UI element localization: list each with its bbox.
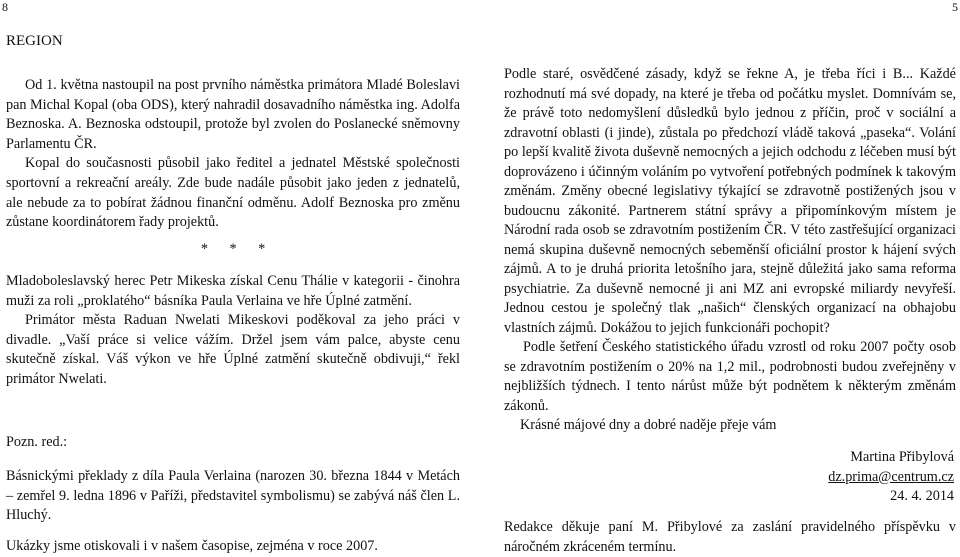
page-number-right: 5 — [952, 0, 958, 14]
editorial-paragraph: Podle staré, osvědčené zásady, když se řekne A, je třeba říci i B... Každé rozhodnutí má své dopady, na které je třeba od počátku myslet. Domnívám se, že právě toto nedomyšlení důsledků bylo jednou z příčin, proč v sociální a zdravotní oblasti (i jinde), zůstala po předchozí vládě taková „paseka“. Volání po lepší kvalitě života duševně nemocných a jejich odchodu z léčeben musí být doprovázeno i účinným voláním po vytvoření potřebných podmínek k takovým změnám. Změny obecné legislativy týkající se zdravotně postižených jsou v budoucnu zákonité. Partnerem státní správy a připomínkovým místem je Národní rada osob se zdravotním postižením ČR. V této zastřešující organizaci nemá skupina duševně nemocných sebeměnší oficiální prostor k hájení svých zájmů. A to je druhá priorita letošního jara, stejně důležitá jako sama reforma psychiatrie. Za duševně nemocné ji ani MZ ani evropské miliardy nevyřeší. Jednou cestou je společný tlak „našich“ členských organizací na obhajobu vlastních zájmů. Dokážou to jejich funkcionáři pochopit? — [504, 66, 956, 336]
signature-email-link[interactable]: dz.prima@centrum.cz — [828, 468, 954, 485]
thanks-note — [504, 518, 956, 557]
signature-block — [654, 448, 954, 507]
signature-name: Martina Přibylová — [850, 449, 954, 465]
section-separator: * * * — [200, 241, 266, 257]
editor-note — [6, 467, 460, 526]
region-articles — [6, 76, 460, 233]
article-kopal-paragraph: Od 1. května nastoupil na post prvního náměstka primátora Mladé Boleslavi pan Michal Kopal (oba ODS), který nahradil dosavadního náměstka ing. Adolfa Beznoska. A. Beznoska odstoupil, protože byl zvolen do Poslanecké sněmovny Parlamentu ČR. — [6, 77, 460, 152]
article-mikeska-paragraph-2: Primátor města Raduan Nwelati Mikeskovi poděkoval za jeho práci v divadle. „Vaší práce si velice vážím. Držel jsem vám palce, abyste cenu skutečně získal. Váš výkon ve hře Úplné zatmění skutečně obdivuji,“ řekl primátor Nwelati. — [6, 312, 460, 387]
signature-date: 24. 4. 2014 — [890, 488, 954, 505]
editor-note-paragraph-2: Ukázky jsme otiskovali i v našem časopise, zejména v roce 2007. — [6, 538, 378, 554]
article-mikeska-paragraph: Mladoboleslavský herec Petr Mikeska získal Cenu Thálie v kategorii - činohra muži za roli „proklatého“ básníka Paula Verlaina ve hře Úplné zatmění. — [6, 273, 460, 309]
editorial-text — [504, 65, 956, 416]
mikeska-article — [6, 272, 460, 390]
page-number-left: 8 — [2, 0, 8, 14]
statistics-paragraph: Podle šetření Českého statistického úřadu vzrostl od roku 2007 počty osob se zdravotním postižením o 20% na 1,2 mil., podrobnosti budou zveřejněny v nejbližších týdnech. I tento nárůst může být podnětem k některým změnám zákonů. — [504, 339, 956, 414]
greeting-line: Krásné májové dny a dobré naděje přeje vám — [520, 417, 777, 433]
editor-note-label: Pozn. red.: — [6, 434, 68, 450]
section-heading: REGION — [6, 33, 63, 49]
article-kopal-paragraph-2: Kopal do současnosti působil jako ředitel a jednatel Městské společnosti sportovní a rekreační areály. Zde bude nadále působit jako jeden z jednatelů, ale nebude za to pobírat žádnou finanční odměnu. Adolf Beznoska pro změnu zůstane koordinátorem řady projektů. — [6, 155, 460, 231]
editor-note-paragraph: Básnickými překlady z díla Paula Verlaina (narozen 30. března 1844 v Metách – zemřel 9. ledna 1896 v Paříži, představitel symbolismu) se zabývá náš člen L. Hluchý. — [6, 468, 460, 524]
thanks-paragraph: Redakce děkuje paní M. Přibylové za zaslání pravidelného příspěvku v náročném zkráceném termínu. — [504, 519, 956, 555]
